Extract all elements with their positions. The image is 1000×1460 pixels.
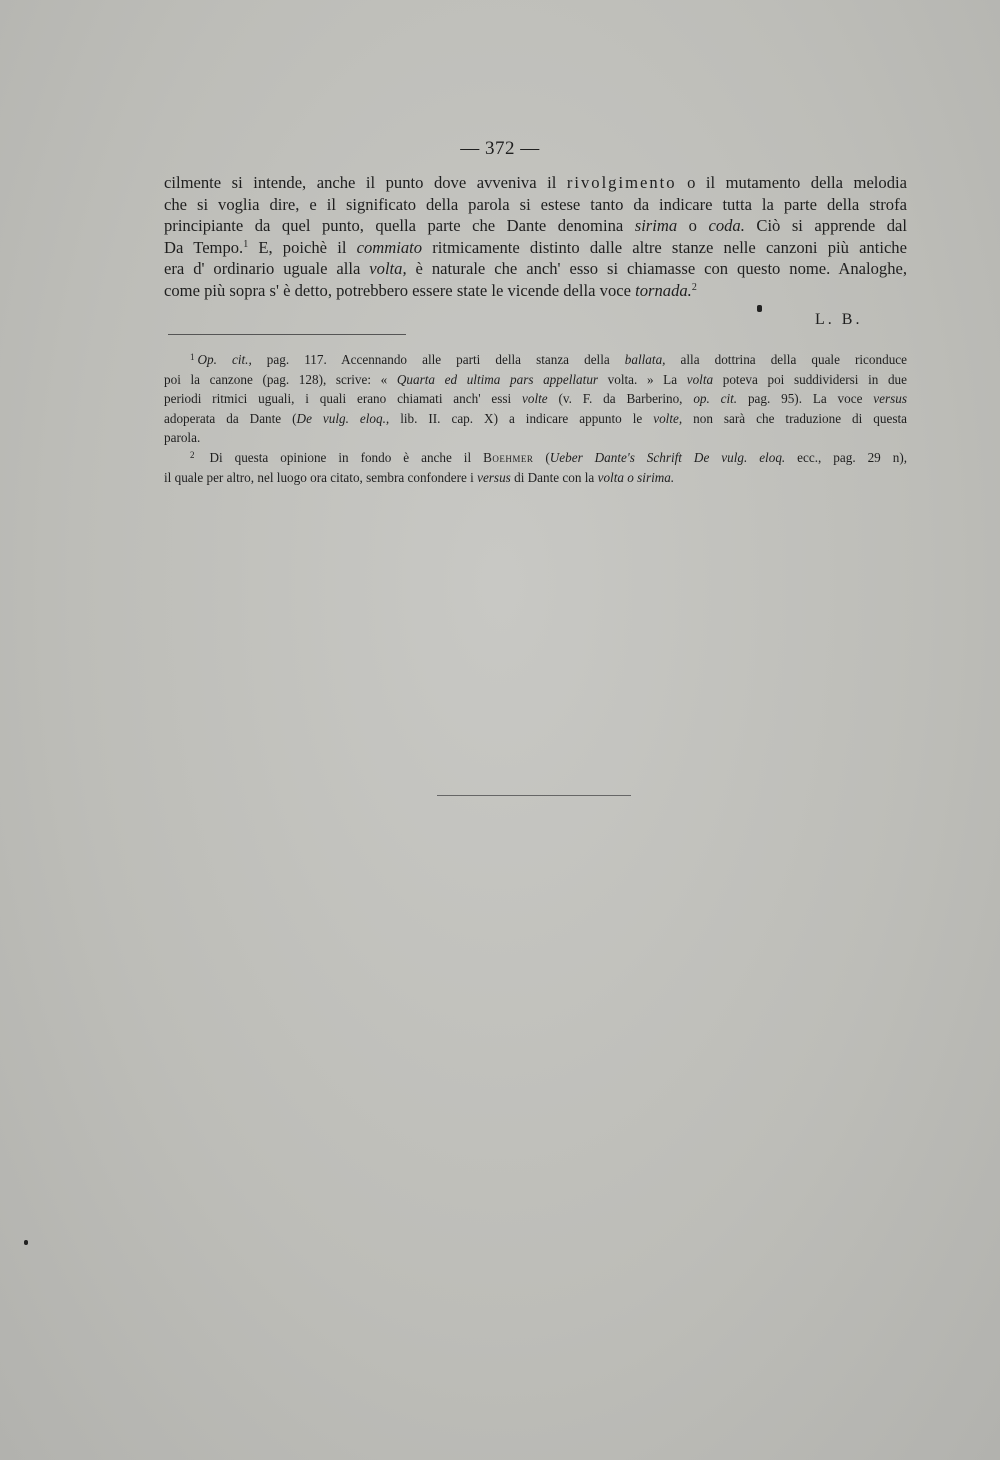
italic-term: commiato — [356, 237, 423, 257]
italic-term: volte, — [653, 410, 683, 426]
italic-term: volta, — [369, 259, 407, 279]
body-line-3 — [164, 215, 907, 237]
text-run: o il mutamento della melodia — [676, 173, 907, 192]
text-run: Di questa opinione in fondo è anche il — [197, 449, 484, 465]
footnote-separator — [168, 334, 406, 335]
italic-term: versus — [477, 469, 511, 485]
text-run: di Dante con la — [510, 469, 598, 485]
body-line-5 — [164, 258, 907, 280]
italic-term: De vulg. eloq., — [296, 410, 390, 426]
emphasis-spaced: rivolgimento — [566, 173, 677, 192]
footnote-1-line-4 — [164, 409, 907, 429]
italic-term: volta o sirima. — [597, 469, 675, 485]
body-paragraph — [164, 172, 907, 302]
italic-term: tornada. — [635, 280, 692, 300]
italic-term: Op. cit., — [197, 352, 252, 367]
footnote-1-line-5: parola. — [164, 430, 201, 446]
text-run: pag. 117. Accennando alle parti della stanza della — [251, 352, 625, 367]
text-run: era d' ordinario uguale alla — [164, 259, 370, 279]
author-name: Boehmer — [483, 449, 534, 465]
italic-quote: Quarta ed ultima pars appellatur — [396, 371, 599, 387]
text-run: pag. 95). La voce — [737, 391, 874, 407]
author-initials: L. B. — [815, 311, 863, 328]
text-run: principiante da quel punto, quella parte che Dante denomina — [164, 216, 635, 236]
text-run: è naturale che anch' esso si chiamasse con questo nome. Analoghe, — [406, 259, 908, 279]
italic-term: versus — [873, 391, 907, 407]
italic-title: Ueber Dante's Schrift De vulg. eloq. — [549, 449, 786, 465]
text-run: ritmicamente distinto dalle altre stanze nelle canzoni più antiche — [422, 237, 907, 257]
text-run: ( — [533, 449, 550, 465]
footnote-2-line-1 — [164, 448, 907, 468]
page-number: — 372 — — [460, 138, 540, 159]
footnote-mark: 1 — [190, 352, 195, 362]
text-run: il quale per altro, nel luogo ora citato, sembra confondere i — [164, 469, 478, 485]
italic-term: coda. — [708, 216, 745, 236]
footnote-mark: 2 — [190, 449, 195, 460]
text-run: alla dottrina della quale riconduce — [665, 352, 907, 367]
italic-term: volta — [686, 371, 714, 387]
text-run: poi la canzone (pag. 128), scrive: « — [164, 371, 397, 387]
text-run: E, poichè il — [248, 237, 357, 257]
text-run: come più sopra s' è detto, potrebbero essere state le vicende della voce — [164, 280, 636, 300]
body-line-1 — [164, 172, 907, 194]
text-run: Ciò si apprende dal — [744, 216, 908, 236]
italic-term: ballata, — [624, 352, 666, 367]
footnote-ref: 2 — [691, 281, 697, 293]
text-run: o — [677, 216, 709, 236]
ink-speck — [757, 305, 762, 312]
body-line-6 — [164, 280, 907, 302]
text-run: (v. F. da Barberino, — [547, 391, 694, 407]
body-line-4 — [164, 237, 907, 259]
text-run: volta. » La — [598, 371, 687, 387]
text-run: adoperata da Dante ( — [164, 410, 297, 426]
text-run: non sarà che traduzione di questa — [682, 410, 907, 426]
text-run: lib. II. cap. X) a indicare appunto le — [389, 410, 654, 426]
footnote-1-line-2 — [164, 370, 907, 390]
italic-term: sirima — [634, 216, 678, 236]
italic-term: op. cit. — [693, 391, 738, 407]
text-run: periodi ritmici uguali, i quali erano chiamati anch' essi — [164, 391, 523, 407]
footnote-ref: 1 — [243, 238, 249, 250]
footnote-1-line-3 — [164, 389, 907, 409]
text-run: Da Tempo. — [164, 237, 244, 257]
end-of-text-rule — [437, 795, 631, 796]
italic-term: volte — [522, 391, 548, 407]
body-line-2: che si voglia dire, e il significato della parola si estese tanto da indicare tutta la parte della strofa — [164, 194, 907, 214]
text-run: poteva poi suddividersi in due — [713, 371, 907, 387]
footnote-1-line-1 — [164, 350, 907, 370]
footnote-2-line-2 — [164, 468, 907, 488]
footnotes — [164, 350, 907, 487]
ink-speck — [24, 1240, 28, 1245]
text-run: ecc., pag. 29 n), — [785, 449, 908, 465]
text-run: cilmente si intende, anche il punto dove avveniva il — [164, 173, 567, 192]
